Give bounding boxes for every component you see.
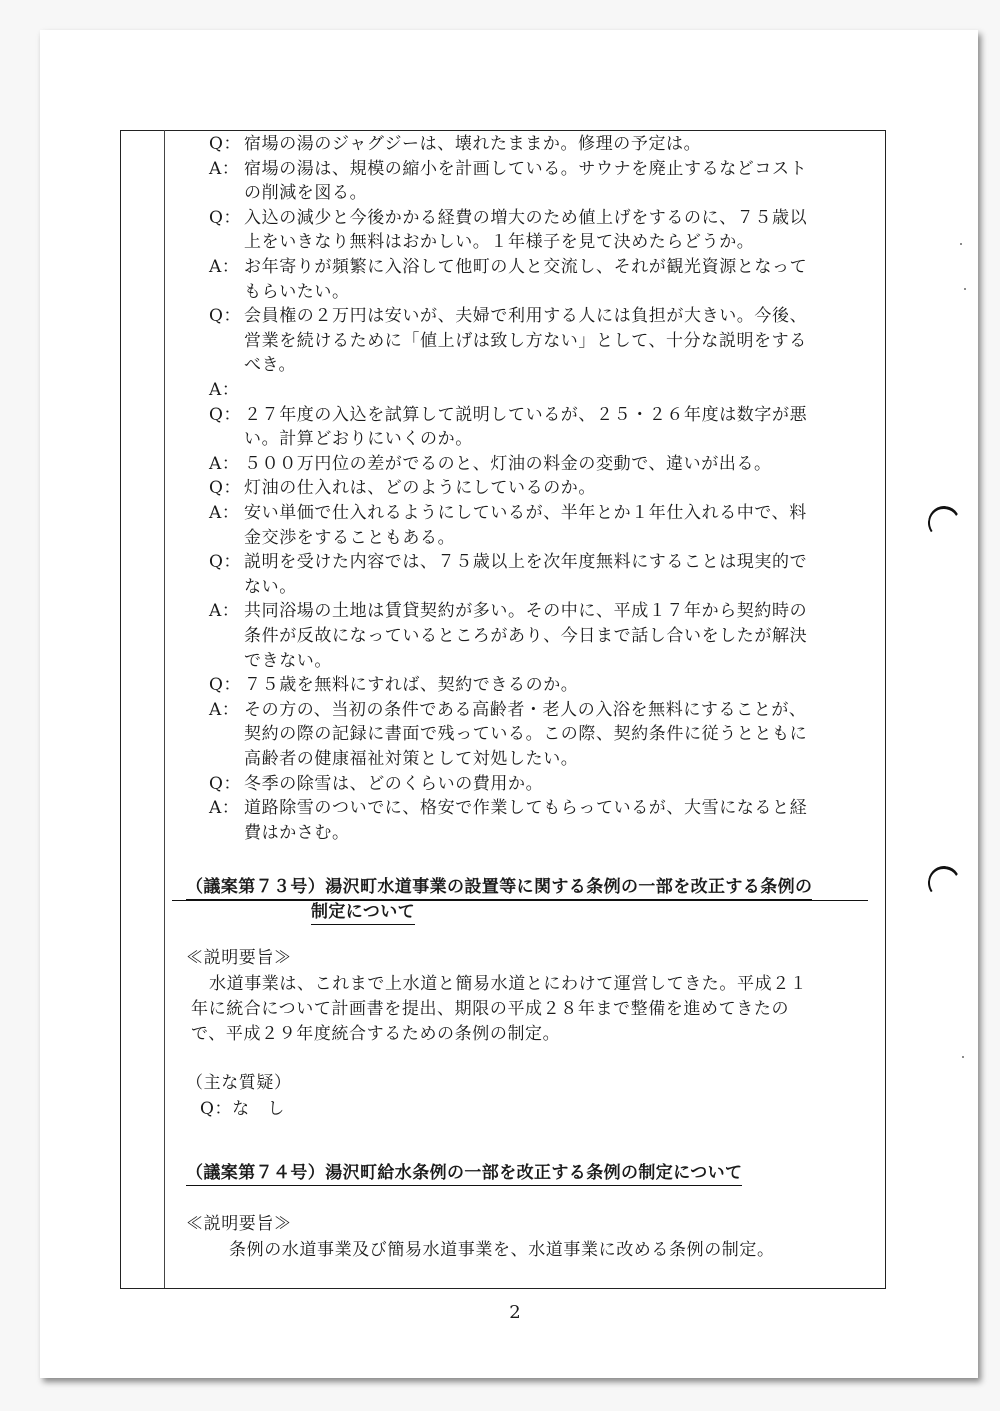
question-text-line: い。計算どおりにいくのか。 — [244, 429, 473, 450]
bill-73-questions-value: Q：な し — [200, 1099, 285, 1119]
question-label: Q： — [209, 404, 242, 425]
answer-text-line: 道路除雪のついでに、格安で作業してもらっているが、大雪になると経 — [244, 798, 808, 819]
question-label: Q： — [209, 773, 242, 794]
answer-label: A： — [209, 453, 240, 474]
question-label: Q： — [209, 478, 242, 499]
answer-text-line: 安い単価で仕入れるようにしているが、半年とか１年仕入れる中で、料 — [244, 503, 807, 523]
bill-74-summary-label: ≪説明要旨≫ — [186, 1214, 292, 1234]
question-text-line: ない。 — [244, 576, 297, 597]
answer-text-line: もらいたい。 — [244, 281, 350, 302]
answer-text-line: 宿場の湯は、規模の縮小を計画している。サウナを廃止するなどコスト — [244, 158, 808, 179]
answer-text-line: できない。 — [244, 650, 332, 671]
answer-text-line: お年寄りが頻繁に入浴して他町の人と交流し、それが観光資源となって — [244, 257, 808, 277]
question-text-line: 灯油の仕入れは、どのようにしているのか。 — [244, 478, 596, 499]
question-text-line: べき。 — [244, 355, 297, 376]
page-number: 2 — [509, 1302, 521, 1323]
answer-label: A： — [209, 798, 240, 819]
answer-text-line: 共同浴場の土地は賃貸契約が多い。その中に、平成１７年から契約時の — [244, 601, 808, 622]
question-label: Q： — [209, 207, 242, 228]
answer-label: A： — [209, 601, 240, 622]
scan-speck — [960, 243, 962, 245]
answer-label: A： — [209, 503, 240, 523]
question-text-line: 冬季の除雪は、どのくらいの費用か。 — [244, 773, 544, 794]
question-label: Q： — [209, 552, 242, 573]
question-text-line: ７５歳を無料にすれば、契約できるのか。 — [244, 675, 579, 696]
answer-label: A： — [209, 699, 240, 720]
bill-73-summary-line2: 年に統合について計画書を提出、期限の平成２８年まで整備を進めてきたの — [191, 999, 790, 1019]
answer-text-line: 金交渉をすることもある。 — [244, 527, 456, 548]
question-text-line: 入込の減少と今後かかる経費の増大のため値上げをするのに、７５歳以 — [244, 207, 808, 228]
scan-speck — [962, 1056, 964, 1058]
question-text-line: 営業を続けるために「値上げは致し方ない」として、十分な説明をする — [244, 330, 807, 351]
answer-label: A： — [209, 257, 240, 277]
bill-73-heading-line2: 制定について — [311, 902, 415, 925]
bill-73-heading-rule — [172, 900, 868, 901]
answer-text-line: その方の、当初の条件である高齢者・老人の入浴を無料にすることが、 — [244, 699, 807, 720]
question-label: Q： — [209, 134, 242, 154]
answer-text-line: 費はかさむ。 — [244, 822, 350, 843]
answer-label: A： — [209, 380, 240, 400]
left-column-divider — [164, 130, 165, 1288]
bill-74-summary-line: 条例の水道事業及び簡易水道事業を、水道事業に改める条例の制定。 — [229, 1240, 775, 1260]
question-text-line: 説明を受けた内容では、７５歳以上を次年度無料にすることは現実的で — [244, 552, 808, 573]
answer-text-line: 高齢者の健康福祉対策として対処したい。 — [244, 749, 579, 769]
bill-73-heading-line1: （議案第７３号）湯沢町水道事業の設置等に関する条例の一部を改正する条例の — [186, 877, 812, 900]
question-text-line: ２７年度の入込を試算して説明しているが、２５・２６年度は数字が悪 — [244, 404, 808, 425]
bill-73-summary-label: ≪説明要旨≫ — [186, 948, 292, 968]
bill-73-summary-line3: で、平成２９年度統合するための条例の制定。 — [191, 1024, 561, 1044]
question-label: Q： — [209, 306, 242, 327]
answer-text-line: 条件が反故になっているところがあり、今日まで話し合いをしたが解決 — [244, 626, 808, 646]
question-label: Q： — [209, 675, 242, 696]
question-text-line: 会員権の２万円は安いが、夫婦で利用する人には負担が大きい。今後、 — [244, 306, 808, 327]
question-text-line: 上をいきなり無料はおかしい。１年様子を見て決めたらどうか。 — [244, 232, 755, 253]
bill-73-questions-label: （主な質疑） — [186, 1073, 292, 1093]
answer-text-line: 契約の際の記録に書面で残っている。この際、契約条件に従うとともに — [244, 724, 808, 745]
answer-label: A： — [209, 158, 240, 179]
bill-74-heading: （議案第７４号）湯沢町給水条例の一部を改正する条例の制定について — [186, 1163, 742, 1186]
bill-73-summary-line1: 水道事業は、これまで上水道と簡易水道とにわけて運営してきた。平成２１ — [209, 974, 808, 994]
scan-speck — [964, 288, 966, 290]
question-text-line: 宿場の湯のジャグジーは、壊れたままか。修理の予定は。 — [244, 134, 702, 154]
answer-text-line: ５００万円位の差がでるのと、灯油の料金の変動で、違いが出る。 — [244, 453, 772, 474]
answer-text-line: の削減を図る。 — [244, 183, 368, 204]
